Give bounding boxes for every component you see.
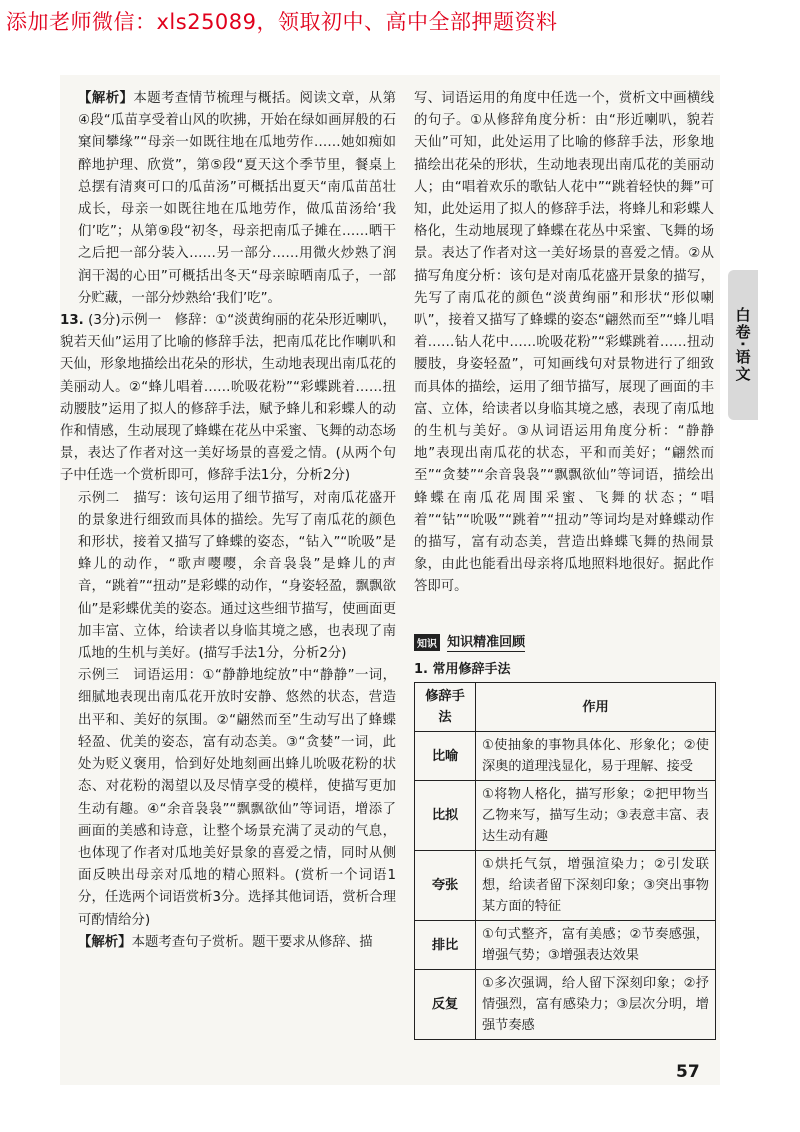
right-column-text: 写、词语运用的角度中任选一个，赏析文中画横线的句子。①从修辞角度分析：由“形近喇叭，貌若天仙”可知，此处运用了比喻的修辞手法，形象地描绘出花朵的形状，生动地表现出南瓜花的美丽动人；由“唱着欢乐的歌钻人花中”“跳着轻快的舞”可知，此处运用了拟人的修辞手法，将蜂儿和彩蝶人格化，生动地展现了蜂蝶在花丛中采蜜、飞舞的场景。表达了作者对这一美好场景的喜爱之情。②从描写角度分析：该句是对南瓜花盛开景象的描写，先写了南瓜花的颜色“淡黄绚丽”和形状“形似喇叭”，接着又描写了蜂蝶的姿态“翩然而至”“蜂儿唱着……钻人花中……吮吸花粉”“彩蝶跳着……扭动腰肢，身姿轻盈”，可知画线句对景物进行了细致而具体的描绘，运用了细节描写，展现了画面的丰富、立体，给读者以身临其境之感，表现了南瓜地的生机与美好。③从词语运用角度分析：“静静地”表现出南瓜花的状态，平和而美好；“翩然而至”“贪婪”“余音袅袅”“飘飘欲仙”等词语，描绘出蜂蝶在南瓜花周围采蜜、飞舞的状态；“唱着”“钻”“吮吸”“跳着”“扭动”等词均是对蜂蝶动作的描写，富有动态美，营造出蜂蝶飞舞的热闹景象，由此也能看出母亲将瓜地照料地很好。据此作答即可。 [414,91,714,595]
analysis-label: 【解析】 [78,934,132,950]
question-number: 13. [60,313,84,329]
knowledge-badge: 知识 [414,634,440,651]
rhetoric-name: 比拟 [415,781,476,851]
left-column [60,88,397,954]
table-row [415,970,716,1040]
analysis-text: 本题考查情节梳理与概括。阅读文章，从第④段“瓜苗享受着山风的吹拂，开始在绿如画屏般的石窠间攀缘”“母亲一如既往地在瓜地劳作……她如痴如醉地护理、欣赏”，第⑤段“夏天这个季节里，餐桌上总摆有清爽可口的瓜苗汤”可概括出夏天“南瓜苗茁壮成长，母亲一如既往地在瓜地劳作，做瓜苗汤给‘我们’吃”；从第⑨段“初冬，母亲把南瓜子摊在……晒干之后把一部分装入……另一部分……用微火炒熟了润润干渴的心田”可概括出冬天“母亲晾晒南瓜子，一部分贮藏，一部分炒熟给‘我们’吃”。 [78,91,397,306]
rhetoric-name: 反复 [415,970,476,1040]
analysis-paragraph-2 [78,932,396,954]
rhetoric-effect: ①使抽象的事物具体化、形象化；②使深奥的道理浅显化，易于理解、接受 [476,732,716,781]
side-tab-label: 白卷·语文 [733,307,752,383]
table-row [415,781,716,851]
header-effect: 作用 [476,683,716,732]
rhetoric-table [414,682,716,1040]
page-number: 57 [676,1062,700,1082]
table-row [415,851,716,921]
knowledge-title: 知识精准回顾 [447,631,525,652]
rhetoric-name: 夸张 [415,851,476,921]
right-column [414,88,714,599]
table-row [415,732,716,781]
analysis-text: 本题考查句子赏析。题干要求从修辞、描 [131,934,373,950]
analysis-paragraph-1 [78,88,396,310]
rhetoric-effect: ①句式整齐，富有美感；②节奏感强，增强气势；③增强表达效果 [476,921,716,970]
rhetoric-name: 排比 [415,921,476,970]
table-header-row [415,683,716,732]
rhetoric-effect: ①烘托气氛，增强渲染力；②引发联想，给读者留下深刻印象；③突出事物某方面的特征 [476,851,716,921]
question-13-example-2: 示例二 描写：该句运用了细节描写，对南瓜花盛开的景象进行细致而具体的描绘。先写了南瓜花的颜色和形状，接着又描写了蜂蝶的姿态，“钻入”“吮吸”是蜂儿的动作，“歌声嘤嘤，余音袅袅”是蜂儿的声音，“跳着”“扭动”是彩蝶的动作，“身姿轻盈，飘飘欲仙”是彩蝶优美的姿态。通过这些细节描写，使画面更加丰富、立体，给读者以身临其境之感，也表现了南瓜地的生机与美好。(描写手法1分，分析2分) [78,490,396,662]
question-13-example-1: (3分)示例一 修辞：①“淡黄绚丽的花朵形近喇叭，貌若天仙”运用了比喻的修辞手法，把南瓜花比作喇叭和天仙，形象地描绘出花朵的形状，生动地表现出南瓜花的美丽动人。②“蜂儿唱着……吮吸花粉”“彩蝶跳着……扭动腰肢”运用了拟人的修辞手法，赋予蜂儿和彩蝶人的动作和情感，生动展现了蜂蝶在花丛中采蜜、飞舞的动态场景，表达了作者对这一美好场景的喜爱之情。(从两个句子中任选一个赏析即可，修辞手法1分，分析2分) [60,313,396,484]
rhetoric-effect: ①多次强调，给人留下深刻印象；②抒情强烈，富有感染力；③层次分明，增强节奏感 [476,970,716,1040]
side-tab [728,270,758,420]
header-name: 修辞手法 [415,683,476,732]
promo-banner: 添加老师微信：xls25089，领取初中、高中全部押题资料 [6,10,558,34]
rhetoric-name: 比喻 [415,732,476,781]
rhetoric-effect: ①将物人格化，描写形象；②把甲物当乙物来写，描写生动；③表意丰富、表达生动有趣 [476,781,716,851]
question-13 [60,310,396,488]
table-row [415,921,716,970]
analysis-label: 【解析】 [78,91,134,106]
knowledge-section [414,631,714,677]
knowledge-subtitle: 1. 常用修辞手法 [414,662,511,677]
question-13-example-3: 示例三 词语运用：①“静静地绽放”中“静静”一词，细腻地表现出南瓜花开放时安静、悠然的状态，营造出平和、美好的氛围。②“翩然而至”生动写出了蜂蝶轻盈、优美的姿态，富有动态美。③“贪婪”一词，此处为贬义褒用，恰到好处地刻画出蜂儿吮吸花粉的状态、对花粉的渴望以及尽情享受的模样，使描写更加生动有趣。④“余音袅袅”“飘飘欲仙”等词语，增添了画面的美感和诗意，让整个场景充满了灵动的气息，也体现了作者对瓜地美好景象的喜爱之情，同时从侧面反映出母亲对瓜地的精心照料。(赏析一个词语1分，任选两个词语赏析3分。选择其他词语，赏析合理可酌情给分) [78,668,396,928]
